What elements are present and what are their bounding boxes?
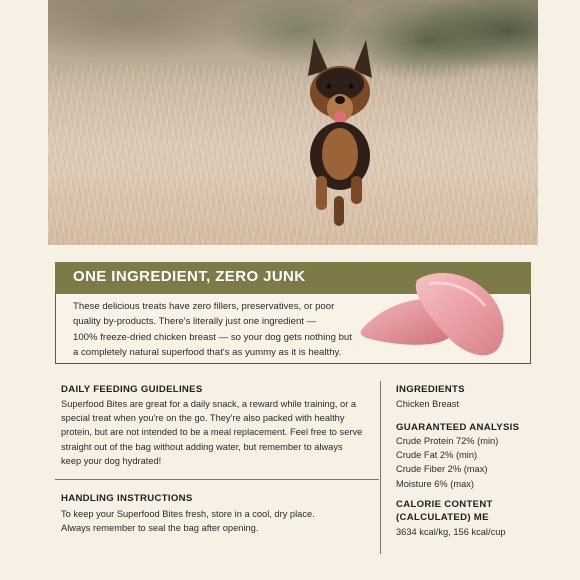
section-divider-horizontal (55, 479, 379, 480)
ingredients-value: Chicken Breast (396, 399, 460, 409)
column-divider-vertical (380, 381, 381, 554)
analysis-row: Crude Protein 72% (min) (396, 436, 499, 446)
feeding-line: straight out of the bag without adding water, but remember to always (61, 441, 343, 452)
analysis-row: Moisture 6% (max) (396, 478, 475, 489)
feeding-line: keep your dog hydrated! (61, 455, 162, 466)
analysis-row: Crude Fat 2% (min) (396, 450, 478, 461)
feeding-guidelines-heading: DAILY FEEDING GUIDELINES (61, 384, 203, 395)
ingredient-panel-title: ONE INGREDIENT, ZERO JUNK (73, 268, 306, 285)
calorie-heading-line: (CALCULATED) ME (396, 511, 489, 523)
description-line: 100% freeze-dried chicken breast — so your dog gets nothing but (73, 331, 352, 343)
analysis-row: Crude Fiber 2% (max) (396, 464, 488, 475)
handling-line: Always remember to seal the bag after opening. (61, 523, 259, 534)
german-shepherd-dog-illustration (296, 36, 386, 226)
ingredients-heading: INGREDIENTS (396, 384, 465, 395)
handling-instructions-heading: HANDLING INSTRUCTIONS (61, 493, 193, 504)
feeding-line: Superfood Bites are great for a daily snack, a reward while training, or a (61, 399, 357, 409)
tall-grass-field (48, 65, 538, 245)
feeding-line: special treat when you're on the go. They're also packed with healthy (61, 413, 345, 424)
calorie-content-heading (396, 499, 493, 524)
description-line: quality by-products. There's literally just one ingredient — (73, 316, 317, 328)
feeding-line: protein, but are not intended to be a meal replacement. Feel free to serve (61, 427, 363, 438)
guaranteed-analysis-heading: GUARANTEED ANALYSIS (396, 422, 520, 433)
handling-instructions-text (61, 507, 315, 535)
hero-photo-dog-running-in-grass (48, 0, 538, 245)
calorie-heading-line: CALORIE CONTENT (396, 499, 493, 510)
guaranteed-analysis-list (396, 434, 498, 491)
description-line: a completely natural superfood that's as yummy as it is healthy. (73, 347, 342, 359)
feeding-guidelines-text (61, 397, 362, 468)
description-line: These delicious treats have zero fillers, preservatives, or poor (73, 301, 335, 312)
calorie-content-value: 3634 kcal/kg, 156 kcal/cup (396, 527, 506, 537)
ingredient-panel-description (73, 299, 373, 361)
handling-line: To keep your Superfood Bites fresh, store in a cool, dry place. (61, 509, 315, 519)
raw-chicken-breast-image (355, 266, 513, 362)
